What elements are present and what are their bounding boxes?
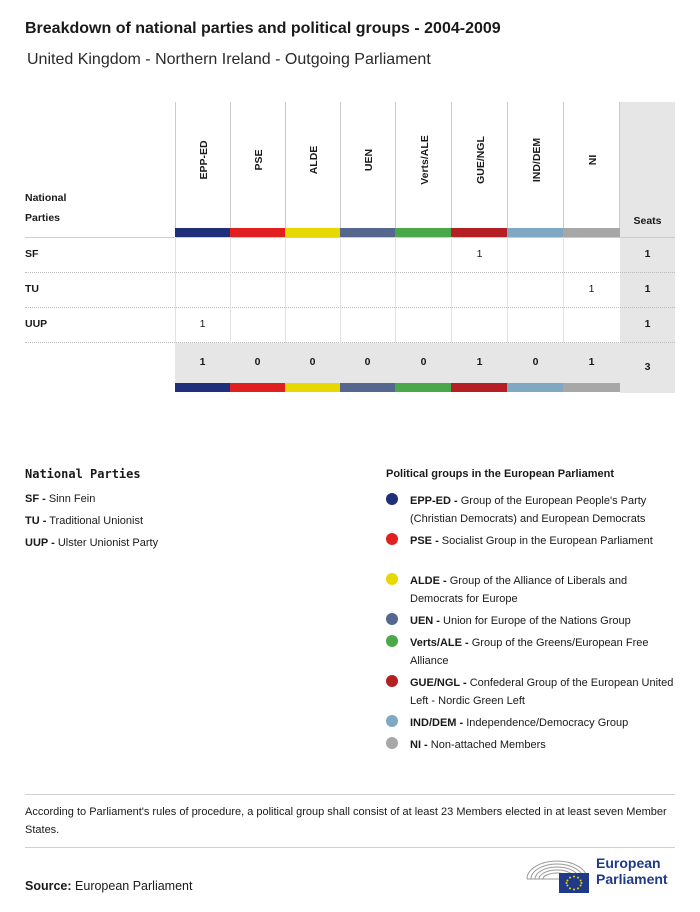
divider [25, 847, 675, 848]
column-header-pse: PSE [252, 149, 265, 171]
column-header-gue-ngl: GUE/NGL [474, 136, 487, 184]
cell-divider [507, 237, 508, 343]
page-subtitle: United Kingdom - Northern Ireland - Outgoing Parliament [27, 51, 431, 68]
color-bar-uen [340, 383, 395, 392]
total-cell-alde: 0 [309, 356, 316, 368]
color-dot-icon [386, 573, 398, 585]
color-dot-icon [386, 675, 398, 687]
group-code: Verts/ALE - [410, 637, 469, 649]
group-code: EPP-ED - [410, 495, 458, 507]
logo-line-2: Parliament [596, 871, 668, 887]
cell-divider [230, 237, 231, 343]
logo-line-1: European [596, 855, 661, 871]
row-label-uup: UUP [25, 318, 48, 330]
group-name: Non-attached Members [430, 739, 546, 751]
total-cell-pse: 0 [254, 356, 261, 368]
color-dot-icon [386, 613, 398, 625]
column-header-epp-ed: EPP-ED [197, 140, 210, 180]
logo-wordmark [596, 855, 668, 887]
color-bar-epp-ed [175, 383, 230, 392]
color-dot-icon [386, 493, 398, 505]
table-cell: 1 [199, 318, 206, 330]
legend-code: TU - [25, 515, 47, 527]
groups-legend-title: Political groups in the European Parliament [386, 468, 614, 480]
european-parliament-logo [525, 855, 685, 895]
seats-header: Seats [633, 215, 662, 227]
seats-cell: 1 [644, 248, 651, 260]
group-name: Union for Europe of the Nations Group [443, 615, 631, 627]
row-label-sf: SF [25, 248, 39, 260]
legend-code: UUP - [25, 537, 55, 549]
cell-divider [340, 237, 341, 343]
seats-cell: 1 [644, 283, 651, 295]
national-parties-header-line1: National [25, 192, 67, 204]
color-bar-alde [285, 383, 340, 392]
row-label-tu: TU [25, 283, 39, 295]
total-cell-gue-ngl: 1 [476, 356, 483, 368]
table-cell: 1 [476, 248, 483, 260]
color-bar-gue-ngl [451, 383, 507, 392]
row-divider [25, 272, 675, 273]
group-name: Confederal Group of the European United Left - Nordic Green Left [410, 677, 674, 707]
table-cell: 1 [588, 283, 595, 295]
group-code: ALDE - [410, 575, 447, 587]
hemicycle-flag-icon [525, 855, 591, 895]
seats-cell: 1 [644, 318, 651, 330]
legend-name: Ulster Unionist Party [57, 537, 159, 549]
group-code: NI - [410, 739, 428, 751]
group-code: GUE/NGL - [410, 677, 467, 689]
legend-name: Traditional Unionist [49, 515, 143, 527]
page-title: Breakdown of national parties and political groups - 2004-2009 [25, 20, 501, 37]
color-bar-ind-dem [507, 228, 563, 237]
color-dot-icon [386, 715, 398, 727]
divider [25, 794, 675, 795]
cell-divider [395, 237, 396, 343]
total-cell-ind-dem: 0 [532, 356, 539, 368]
legend-name: Sinn Fein [48, 493, 96, 505]
total-cell-verts-ale: 0 [420, 356, 427, 368]
color-bar-ni [563, 228, 620, 237]
color-bar-gue-ngl [451, 228, 507, 237]
source-value: European Parliament [75, 879, 193, 893]
column-header-uen: UEN [362, 148, 375, 172]
legend-item-uup [25, 537, 158, 549]
group-name: Independence/Democracy Group [466, 717, 629, 729]
group-code: IND/DEM - [410, 717, 464, 729]
color-dot-icon [386, 737, 398, 749]
color-bar-ind-dem [507, 383, 563, 392]
column-header-alde: ALDE [307, 145, 320, 175]
total-cell-ni: 1 [588, 356, 595, 368]
source-line [25, 879, 192, 893]
group-name: Group of the Alliance of Liberals and Democrats for Europe [410, 575, 628, 605]
national-parties-header-line2: Parties [25, 212, 61, 224]
group-name: Group of the Greens/European Free Alliance [410, 637, 649, 667]
color-bar-verts-ale [395, 228, 451, 237]
column-header-ni: NI [586, 154, 599, 166]
row-divider [25, 237, 675, 238]
color-bar-alde [285, 228, 340, 237]
color-bar-pse [230, 228, 285, 237]
color-bar-pse [230, 383, 285, 392]
row-divider [25, 307, 675, 308]
group-name: Socialist Group in the European Parliament [441, 535, 653, 547]
group-code: PSE - [410, 535, 439, 547]
color-dot-icon [386, 533, 398, 545]
column-header-ind-dem: IND/DEM [530, 137, 543, 183]
total-cell-uen: 0 [364, 356, 371, 368]
national-parties-legend-title: National Parties [25, 467, 141, 481]
row-divider [25, 342, 675, 343]
breakdown-table [0, 0, 700, 400]
legend-item-tu [25, 515, 143, 527]
national-parties-header [25, 188, 66, 228]
rules-note: According to Parliament's rules of procedure, a political group shall consist of at least 23 Members elected in at least seven Member States. [25, 806, 667, 836]
legend-code: SF - [25, 493, 46, 505]
source-label: Source: [25, 879, 72, 893]
group-code: UEN - [410, 615, 440, 627]
column-header-verts-ale: Verts/ALE [418, 135, 431, 185]
group-name: Group of the European People's Party (Christian Democrats) and European Democrats [410, 495, 647, 525]
total-cell-epp-ed: 1 [199, 356, 206, 368]
legend-item-sf [25, 493, 95, 505]
color-bar-ni [563, 383, 620, 392]
total-seats: 3 [644, 361, 651, 373]
cell-divider [285, 237, 286, 343]
color-bar-epp-ed [175, 228, 230, 237]
color-dot-icon [386, 635, 398, 647]
color-bar-uen [340, 228, 395, 237]
color-bar-verts-ale [395, 383, 451, 392]
